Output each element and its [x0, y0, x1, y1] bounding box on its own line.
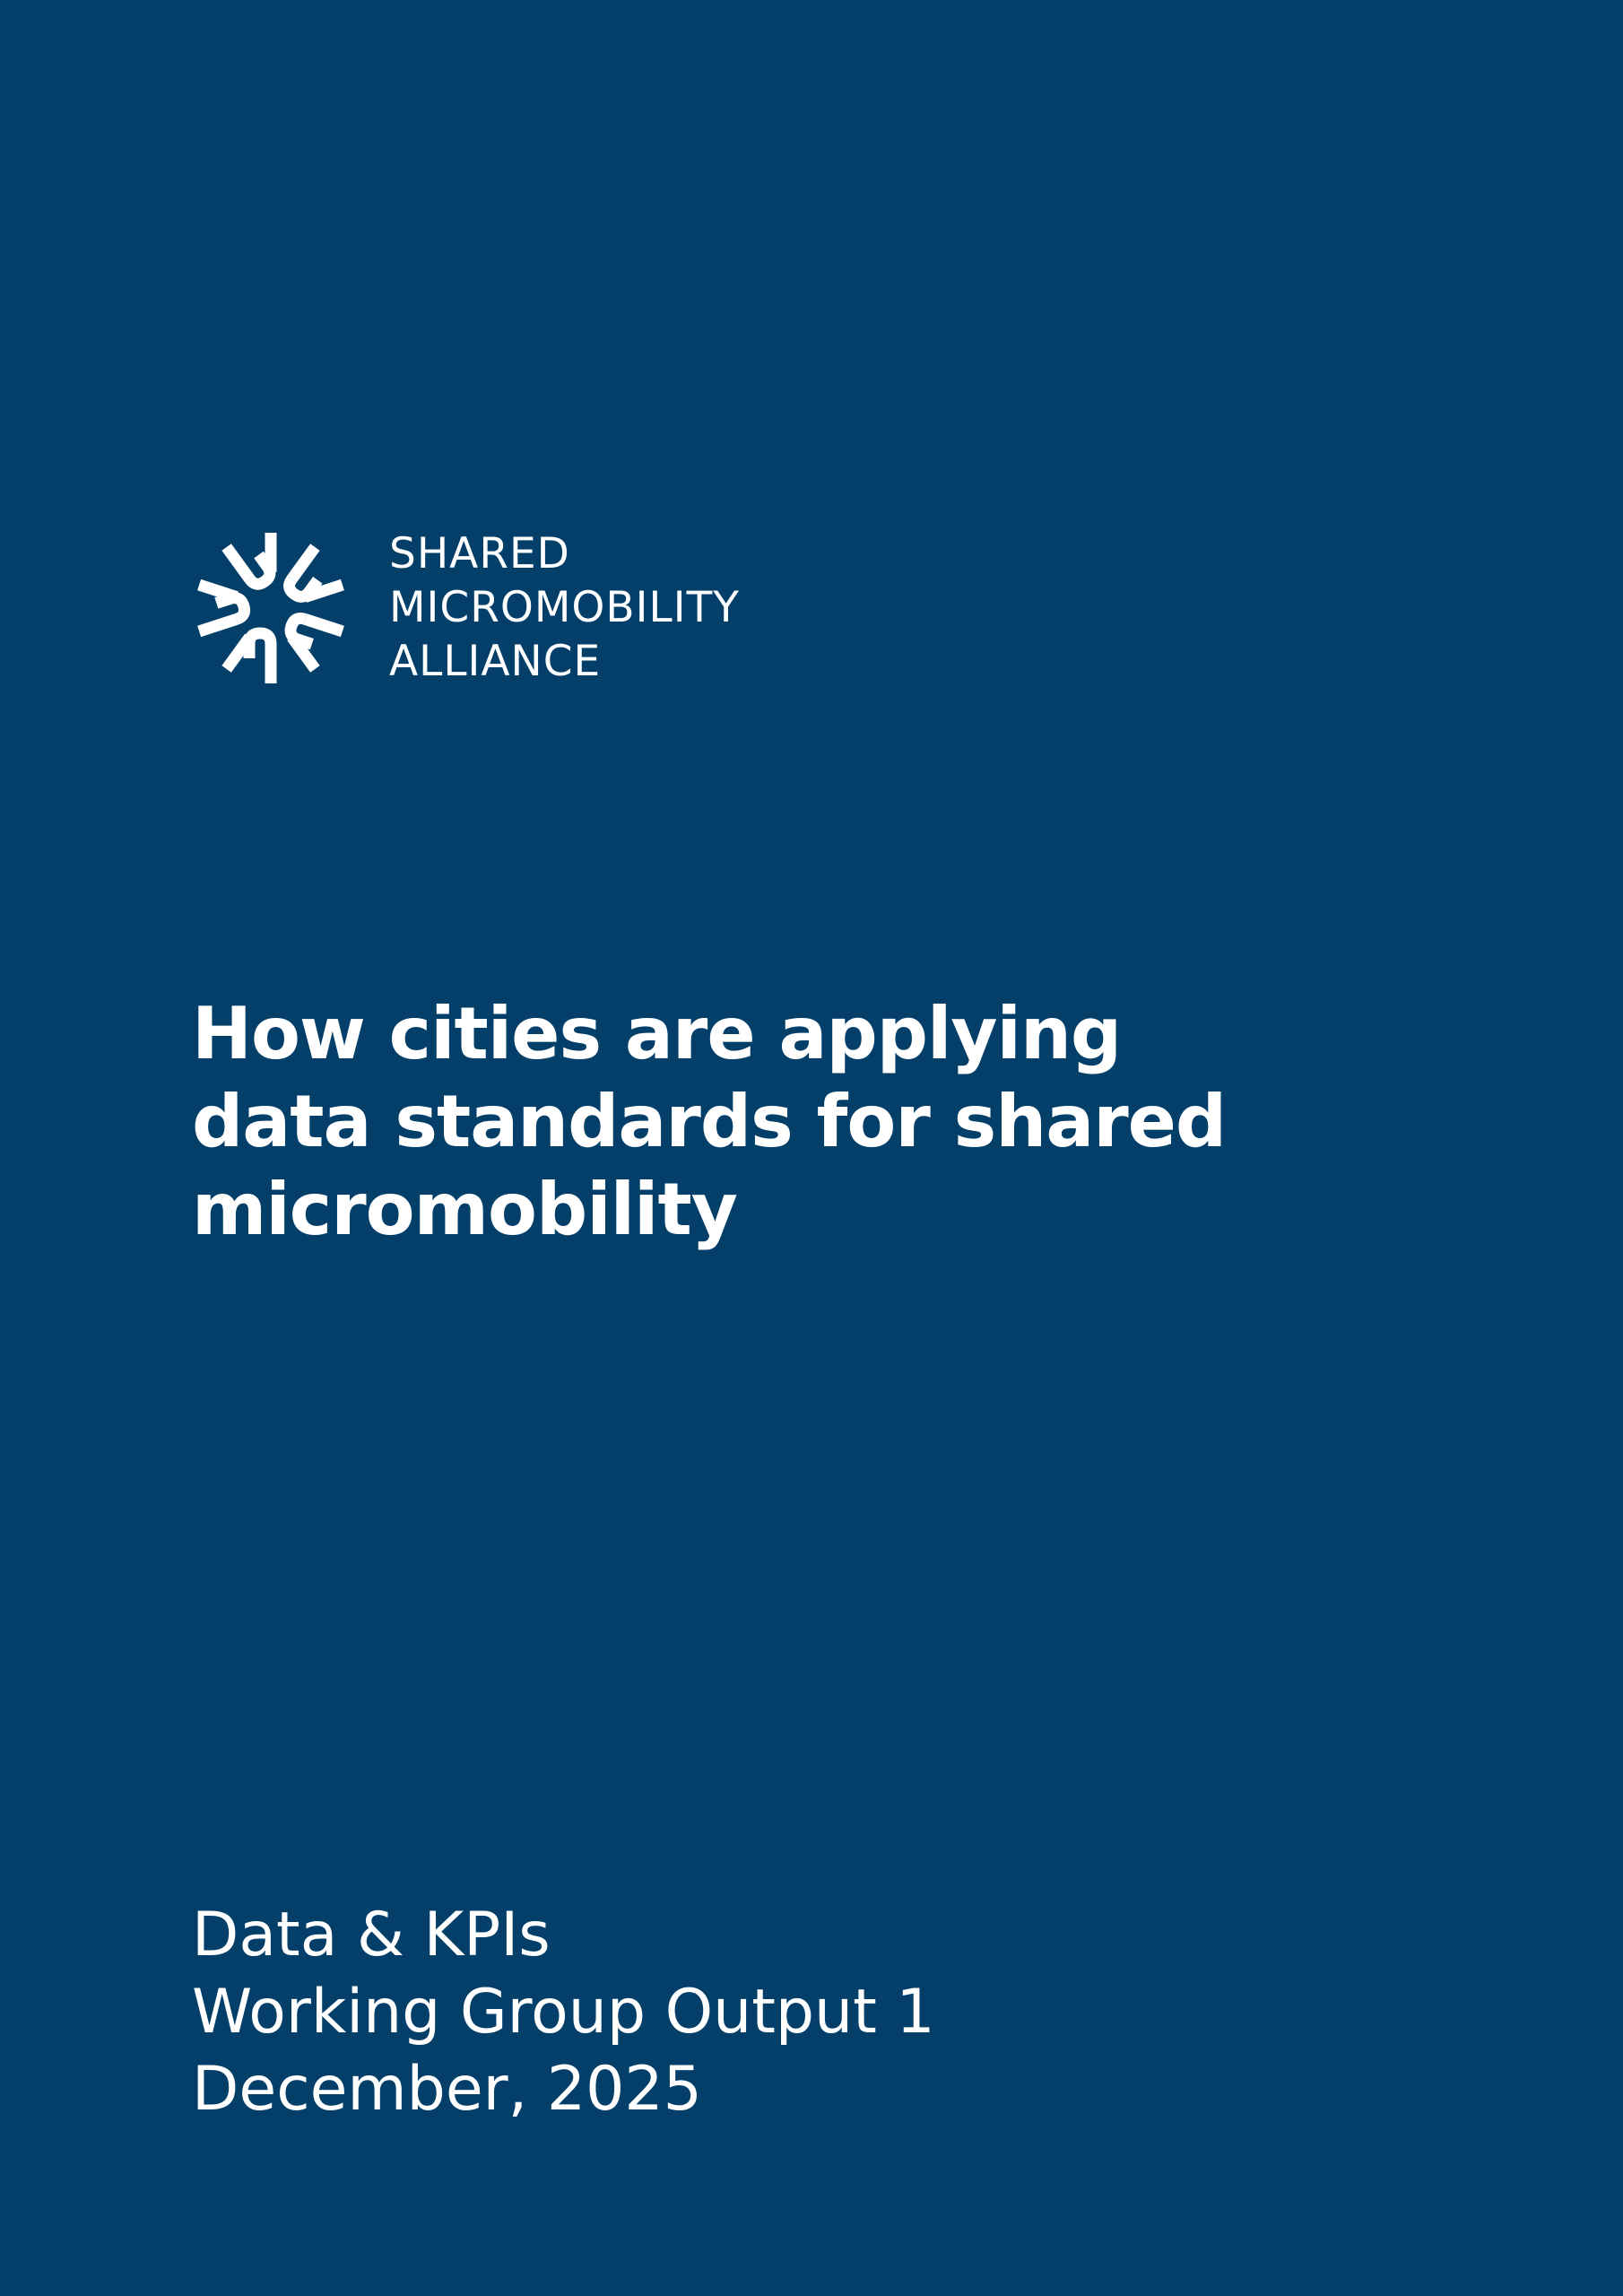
logo-petal [227, 547, 250, 579]
report-title [192, 990, 1358, 1254]
logo-petal [292, 547, 316, 579]
report-meta [192, 1897, 935, 2128]
title-line-2: data standards for shared [192, 1080, 1227, 1163]
organization-name [389, 527, 740, 689]
title-line-1: How cities are applying [192, 992, 1122, 1075]
working-group-name: Data & KPIs [192, 1900, 551, 1970]
logo-line-3: ALLIANCE [389, 637, 602, 686]
logo-line-2: MICROMOBILITY [389, 583, 740, 632]
sunburst-logo-icon [190, 527, 352, 689]
logo-petal [305, 619, 343, 631]
publication-date: December, 2025 [192, 2054, 702, 2125]
logo-petal [199, 585, 237, 597]
organization-logo [190, 527, 740, 689]
logo-line-1: SHARED [389, 529, 570, 578]
title-line-3: micromobility [192, 1168, 737, 1251]
output-label: Working Group Output 1 [192, 1977, 935, 2048]
logo-petal [199, 619, 237, 631]
